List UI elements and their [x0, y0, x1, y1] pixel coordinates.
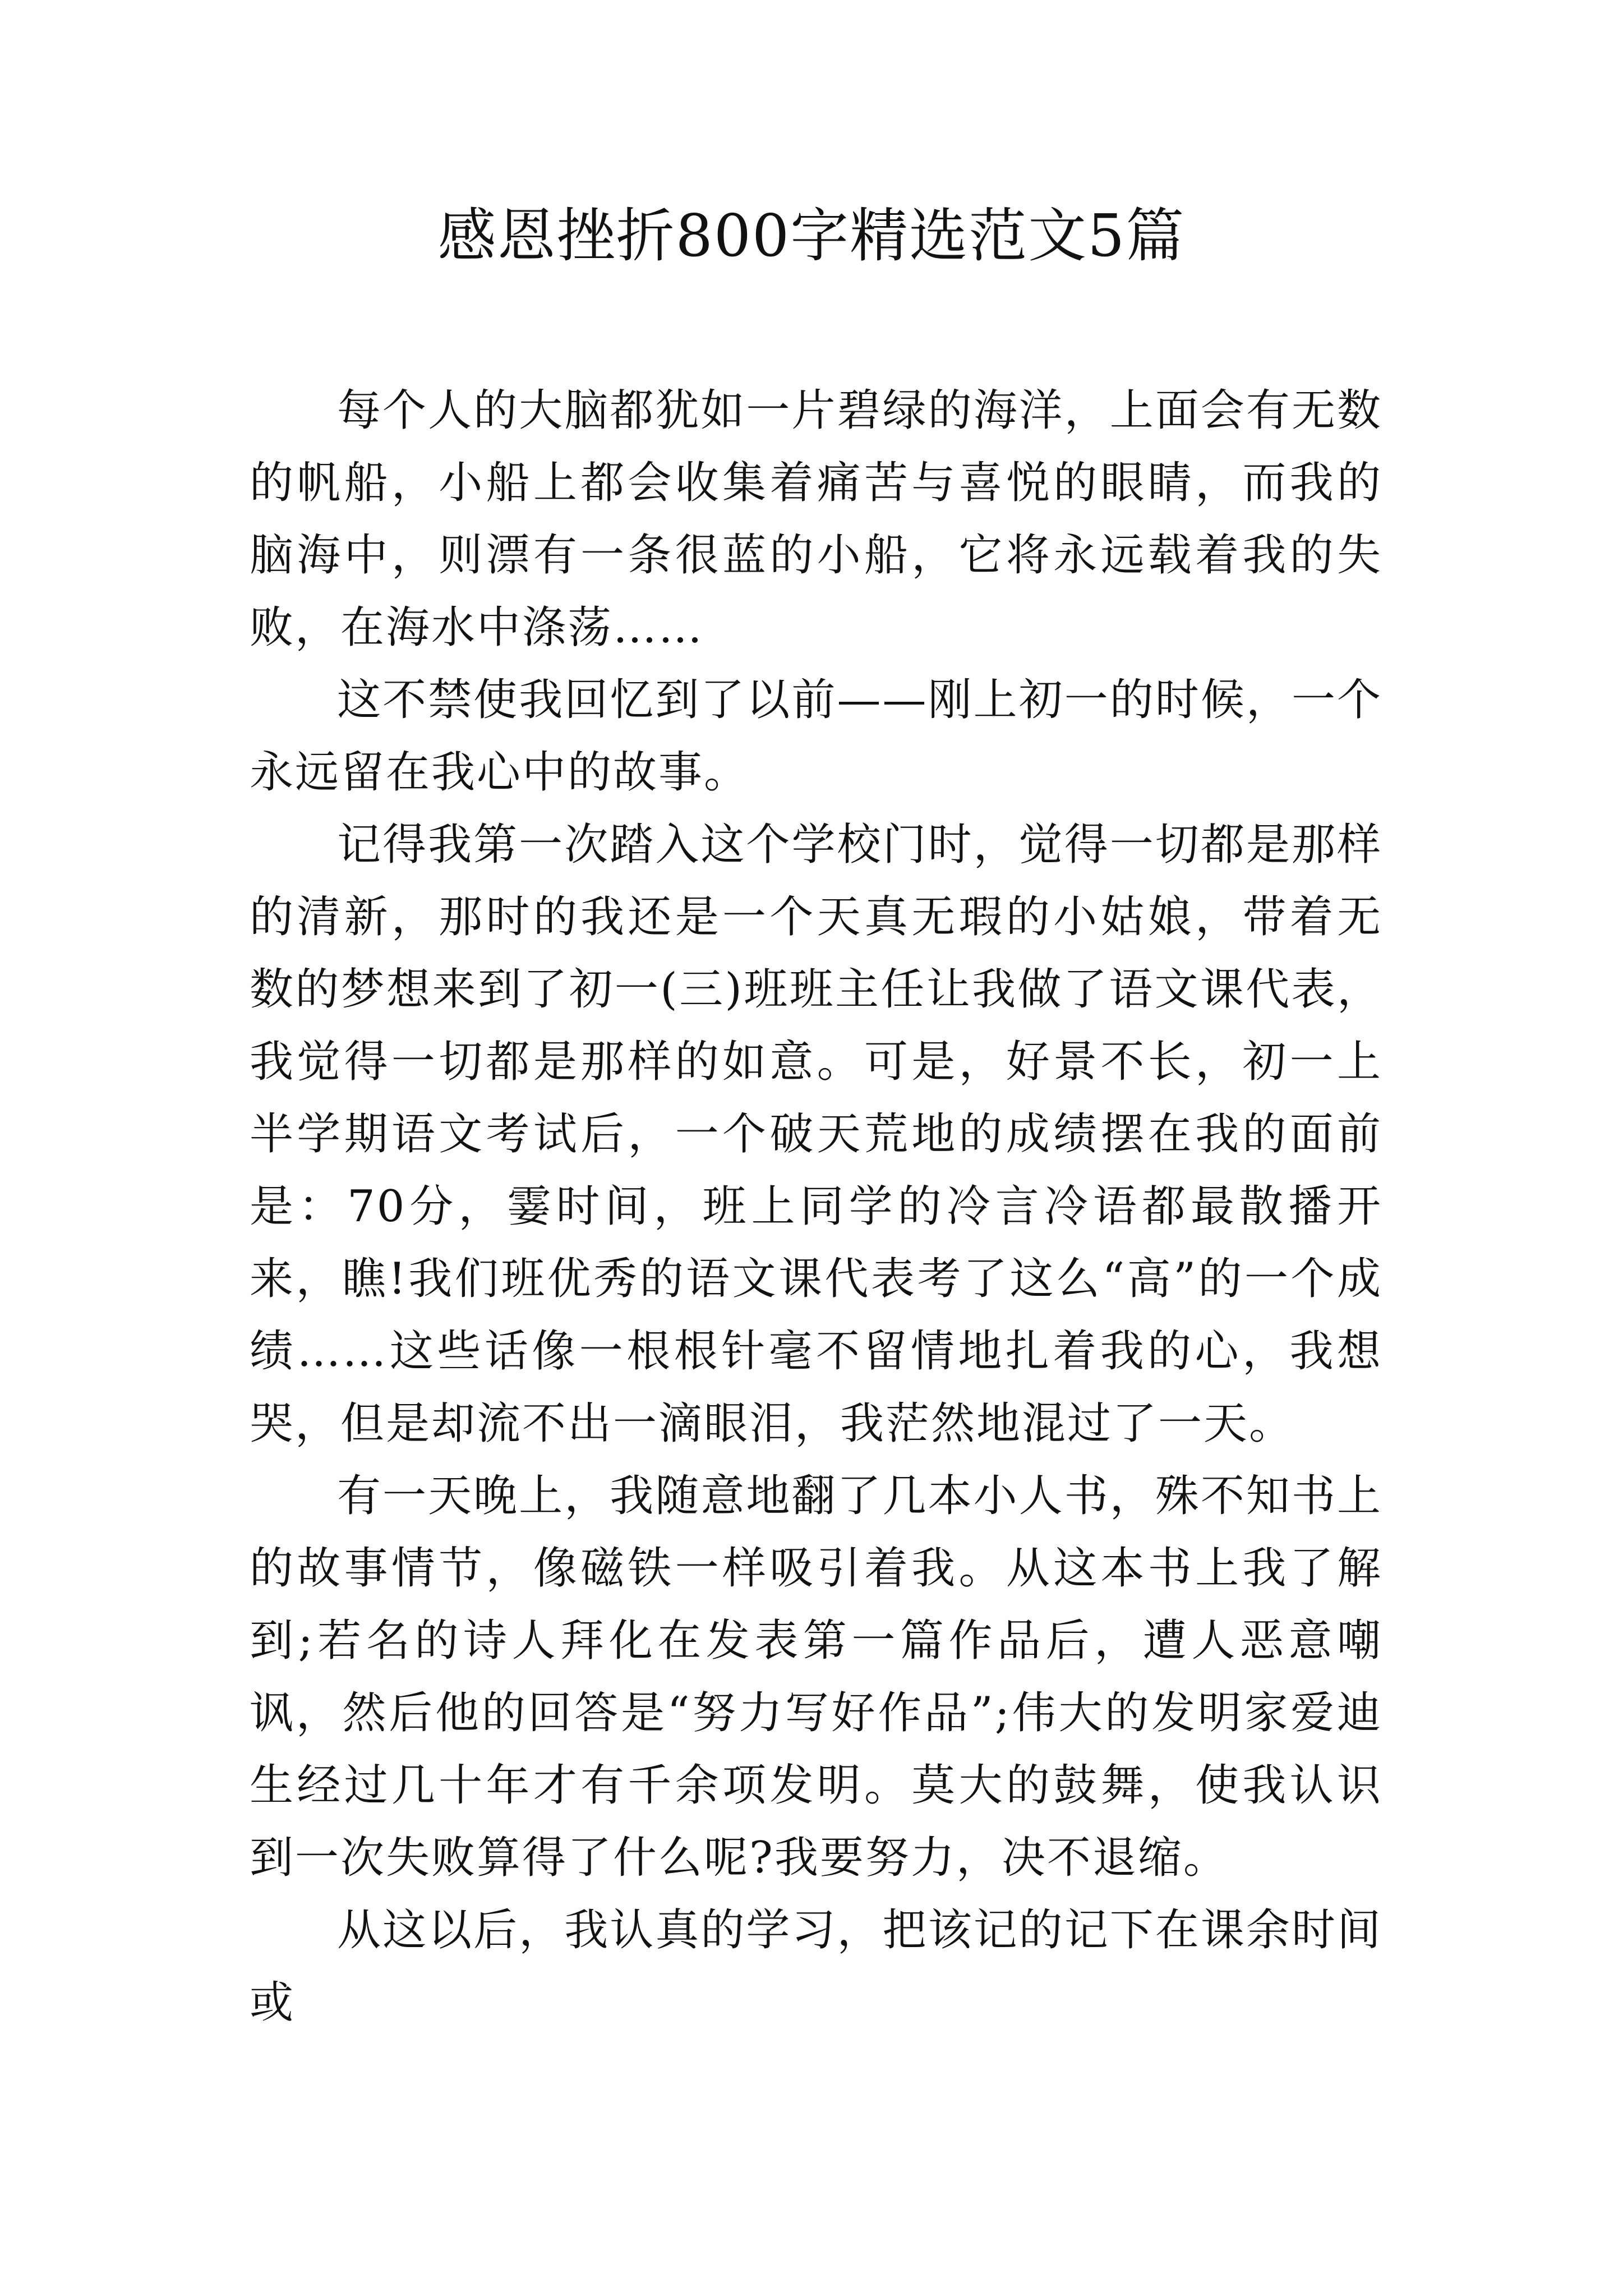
paragraph-3: 记得我第一次踏入这个学校门时，觉得一切都是那样的清新，那时的我还是一个天真无瑕的小姑娘，带着无数的梦想来到了初一(三)班班主任让我做了语文课代表，我觉得一切都是那样的如意。可是，好景不长，初一上半学期语文考试后，一个破天荒地的成绩摆在我的面前是：70分，霎时间，班上同学的冷言冷语都最散播开来，瞧!我们班优秀的语文课代表考了这么“高”的一个成绩……这些话像一根根针毫不留情地扎着我的心，我想哭，但是却流不出一滴眼泪，我茫然地混过了一天。 [250, 820, 1382, 1449]
paragraph-1: 每个人的大脑都犹如一片碧绿的海洋，上面会有无数的帆船，小船上都会收集着痛苦与喜悦的眼睛，而我的脑海中，则漂有一条很蓝的小船，它将永远载着我的失败，在海水中涤荡…… [250, 385, 1382, 653]
paragraph-4: 有一天晚上，我随意地翻了几本小人书，殊不知书上的故事情节，像磁铁一样吸引着我。从这本书上我了解到;若名的诗人拜化在发表第一篇作品后，遭人恶意嘲讽，然后他的回答是“努力写好作品”;伟大的发明家爱迪生经过几十年才有千余项发明。莫大的鼓舞，使我认识到一次失败算得了什么呢?我要努力，决不退缩。 [250, 1471, 1382, 1883]
paragraph-5: 从这以后，我认真的学习，把该记的记下在课余时间或 [250, 1905, 1382, 2028]
document-title: 感恩挫折800字精选范文5篇 [437, 201, 1186, 270]
document-body [250, 375, 1382, 2039]
paragraph-2: 这不禁使我回忆到了以前——刚上初一的时候，一个永远留在我心中的故事。 [250, 675, 1382, 798]
